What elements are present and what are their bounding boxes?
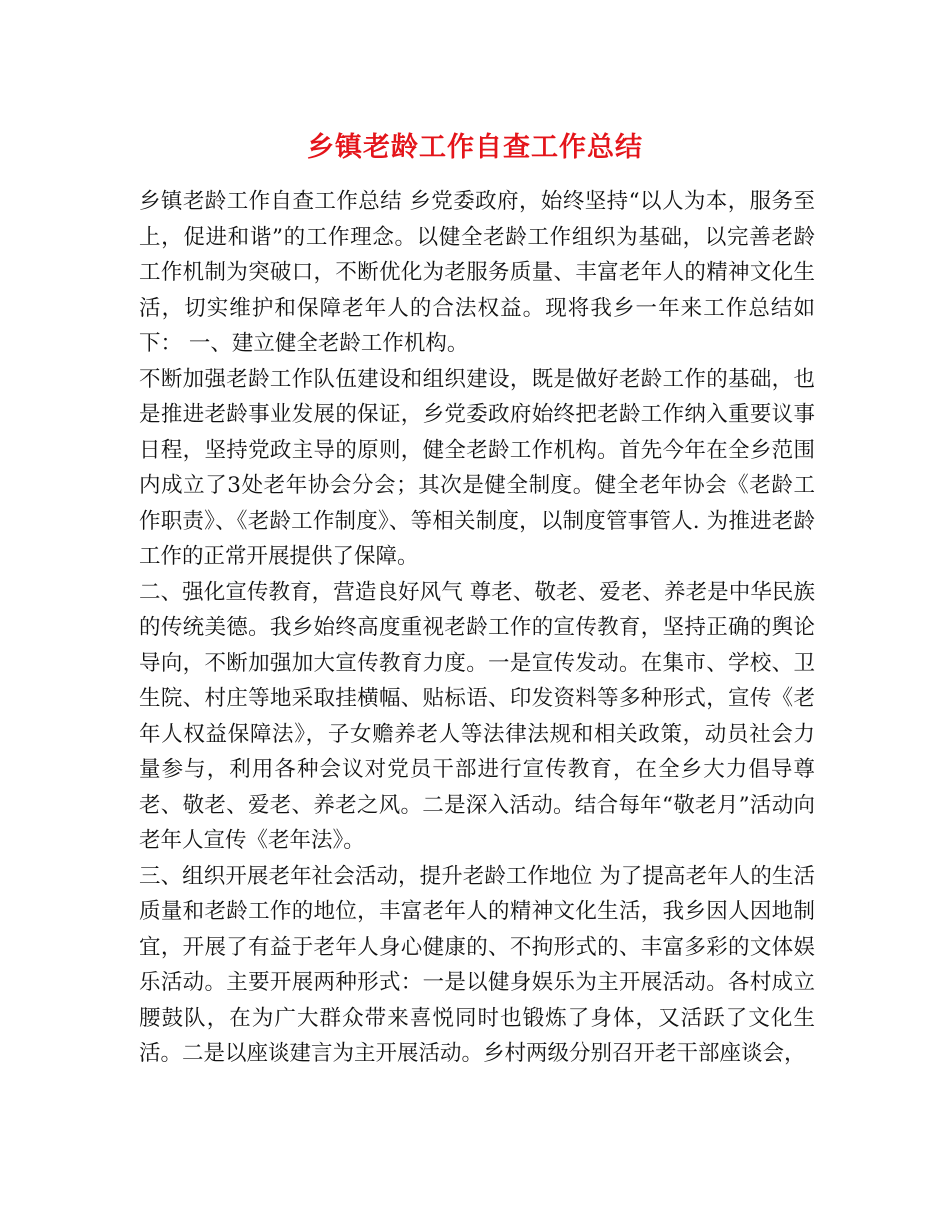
document-body (139, 184, 815, 1072)
paragraph-section-1: 不断加强老龄工作队伍建设和组织建设，既是做好老龄工作的基础，也是推进老龄事业发展的保证，乡党委政府始终把老龄工作纳入重要议事日程，坚持党政主导的原则，健全老龄工作机构。首先今年在全乡范围内成立了3处老年协会分会；其次是健全制度。健全老年协会《老龄工作职责》、《老龄工作制度》、等相关制度，以制度管事管人. 为推进老龄工作的正常开展提供了保障。 (139, 366, 815, 569)
document-title: 乡镇老龄工作自查工作总结 (307, 132, 643, 163)
paragraph-section-3: 三、组织开展老年社会活动，提升老龄工作地位 为了提高老年人的生活质量和老龄工作的地位，丰富老年人的精神文化生活，我乡因人因地制宜，开展了有益于老年人身心健康的、不拘形式的、丰富多彩的文体娱乐活动。主要开展两种形式：一是以健身娱乐为主开展活动。各村成立腰鼓队，在为广大群众带来喜悦同时也锻炼了身体，又活跃了文化生活。二是以座谈建言为主开展活动。乡村两级分别召开老干部座谈会， (139, 863, 815, 1066)
paragraph-intro: 乡镇老龄工作自查工作总结 乡党委政府，始终坚持“以人为本，服务至上，促进和谐”的工作理念。以健全老龄工作组织为基础，以完善老龄工作机制为突破口，不断优化为老服务质量、丰富老年人的精神文化生活，切实维护和保障老年人的合法权益。现将我乡一年来工作总结如下： 一、建立健全老龄工作机构。 (139, 189, 815, 356)
paragraph-section-2: 二、强化宣传教育，营造良好风气 尊老、敬老、爱老、养老是中华民族的传统美德。我乡始终高度重视老龄工作的宣传教育，坚持正确的舆论导向，不断加强加大宣传教育力度。一是宣传发动。在集市、学校、卫生院、村庄等地采取挂横幅、贴标语、印发资料等多种形式，宣传《老年人权益保障法》，子女赡养老人等法律法规和相关政策，动员社会力量参与，利用各种会议对党员干部进行宣传教育，在全乡大力倡导尊老、敬老、爱老、养老之风。二是深入活动。结合每年“敬老月”活动向老年人宣传《老年法》。 (139, 579, 815, 853)
